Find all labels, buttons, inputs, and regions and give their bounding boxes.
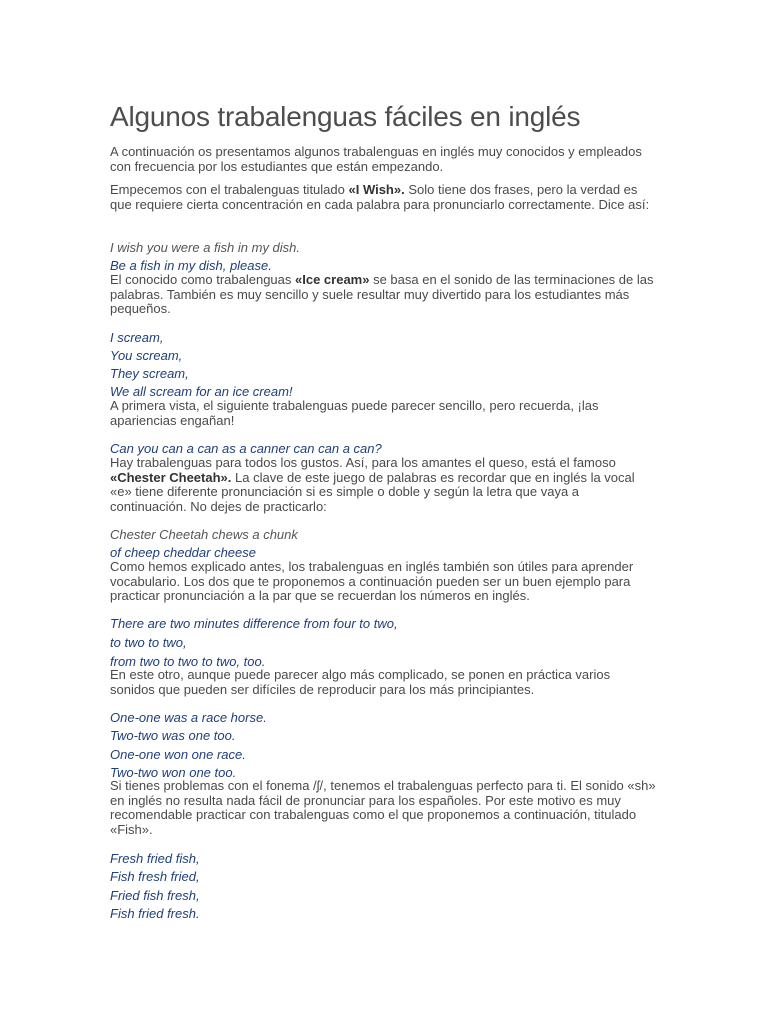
verse-line: Two-two won one too. xyxy=(110,765,237,780)
page-title: Algunos trabalenguas fáciles en inglés xyxy=(110,101,581,132)
verse-line: Fish fried fresh. xyxy=(110,906,200,921)
fish-paragraph: Si tienes problemas con el fonema /ʃ/, tenemos el trabalenguas perfecto para ti. El sonido «sh» en inglés no resulta nada fácil de pronunciar para los españoles. Por este motivo es muy recomendable practicar con trabalenguas como el que proponemos a continuación, titulado «Fish». xyxy=(110,778,656,837)
text: La clave de este juego de palabras es recordar que en inglés la vocal «e» tiene diferente pronunciación si es simple o doble y según la letra que vaya a continuación. No dejes de practicarlo: xyxy=(110,469,635,514)
text: Hay trabalenguas para todos los gustos. Así, para los amantes el queso, está el famoso xyxy=(110,455,616,470)
tongue-twister-name: «I Wish». xyxy=(348,182,405,197)
verse-line: Fried fish fresh, xyxy=(110,888,200,903)
i-wish-paragraph xyxy=(110,183,658,212)
verse-line: One-one was a race horse. xyxy=(110,710,267,725)
text: Empecemos con el trabalenguas titulado xyxy=(110,182,349,197)
tongue-twister-name: «Chester Cheetah». xyxy=(110,469,232,485)
verse-line: I wish you were a fish in my dish. xyxy=(110,240,301,255)
verse-line: One-one won one race. xyxy=(110,747,246,762)
intro-paragraph: A continuación os presentamos algunos trabalenguas en inglés muy conocidos y empleados con frecuencia por los estudiantes que están empezando. xyxy=(110,144,642,174)
paragraph: En este otro, aunque puede parecer algo más complicado, se ponen en práctica varios sonidos que pueden ser difíciles de reproducir para los más principiantes. xyxy=(110,667,611,697)
verse-line: to two to two, xyxy=(110,635,187,650)
verse-line: They scream, xyxy=(110,366,189,381)
verse-line: Two-two was one too. xyxy=(110,728,236,743)
verse-line: of cheep cheddar cheese xyxy=(110,545,256,560)
verse-line: Chester Cheetah chews a chunk xyxy=(110,527,298,542)
verse-line: Fish fresh fried, xyxy=(110,869,200,884)
text: Solo tiene dos frases, pero la verdad es que requiere cierta concentración en cada palabra para pronunciarlo correctamente. Dice así: xyxy=(110,182,650,212)
text: se basa en el sonido de las terminaciones de las palabras. También es muy sencillo y suele resultar muy divertido para los estudiantes más pequeños. xyxy=(110,272,654,316)
verse-line: from two to two to two, too. xyxy=(110,654,266,669)
verse-line: Fresh fried fish, xyxy=(110,851,200,866)
verse-line: You scream, xyxy=(110,348,183,363)
ice-cream-paragraph xyxy=(110,273,658,317)
text: El conocido como trabalenguas xyxy=(110,272,296,287)
verse-line: Be a fish in my dish, please. xyxy=(110,258,272,273)
chester-cheetah-paragraph xyxy=(110,456,658,514)
verse-line: Can you can a can as a canner can can a can? xyxy=(110,441,382,456)
paragraph: A primera vista, el siguiente trabalenguas puede parecer sencillo, pero recuerda, ¡las apariencias engañan! xyxy=(110,398,599,428)
verse-line: We all scream for an ice cream! xyxy=(110,384,293,399)
paragraph: Como hemos explicado antes, los trabalenguas en inglés también son útiles para aprender vocabulario. Los dos que te proponemos a continuación pueden ser un buen ejemplo para practicar pronunciación a la par que se recuerdan los números en inglés. xyxy=(110,559,634,603)
verse-line: There are two minutes difference from four to two, xyxy=(110,616,398,631)
tongue-twister-name: «Ice cream» xyxy=(295,272,370,287)
verse-line: I scream, xyxy=(110,330,164,345)
